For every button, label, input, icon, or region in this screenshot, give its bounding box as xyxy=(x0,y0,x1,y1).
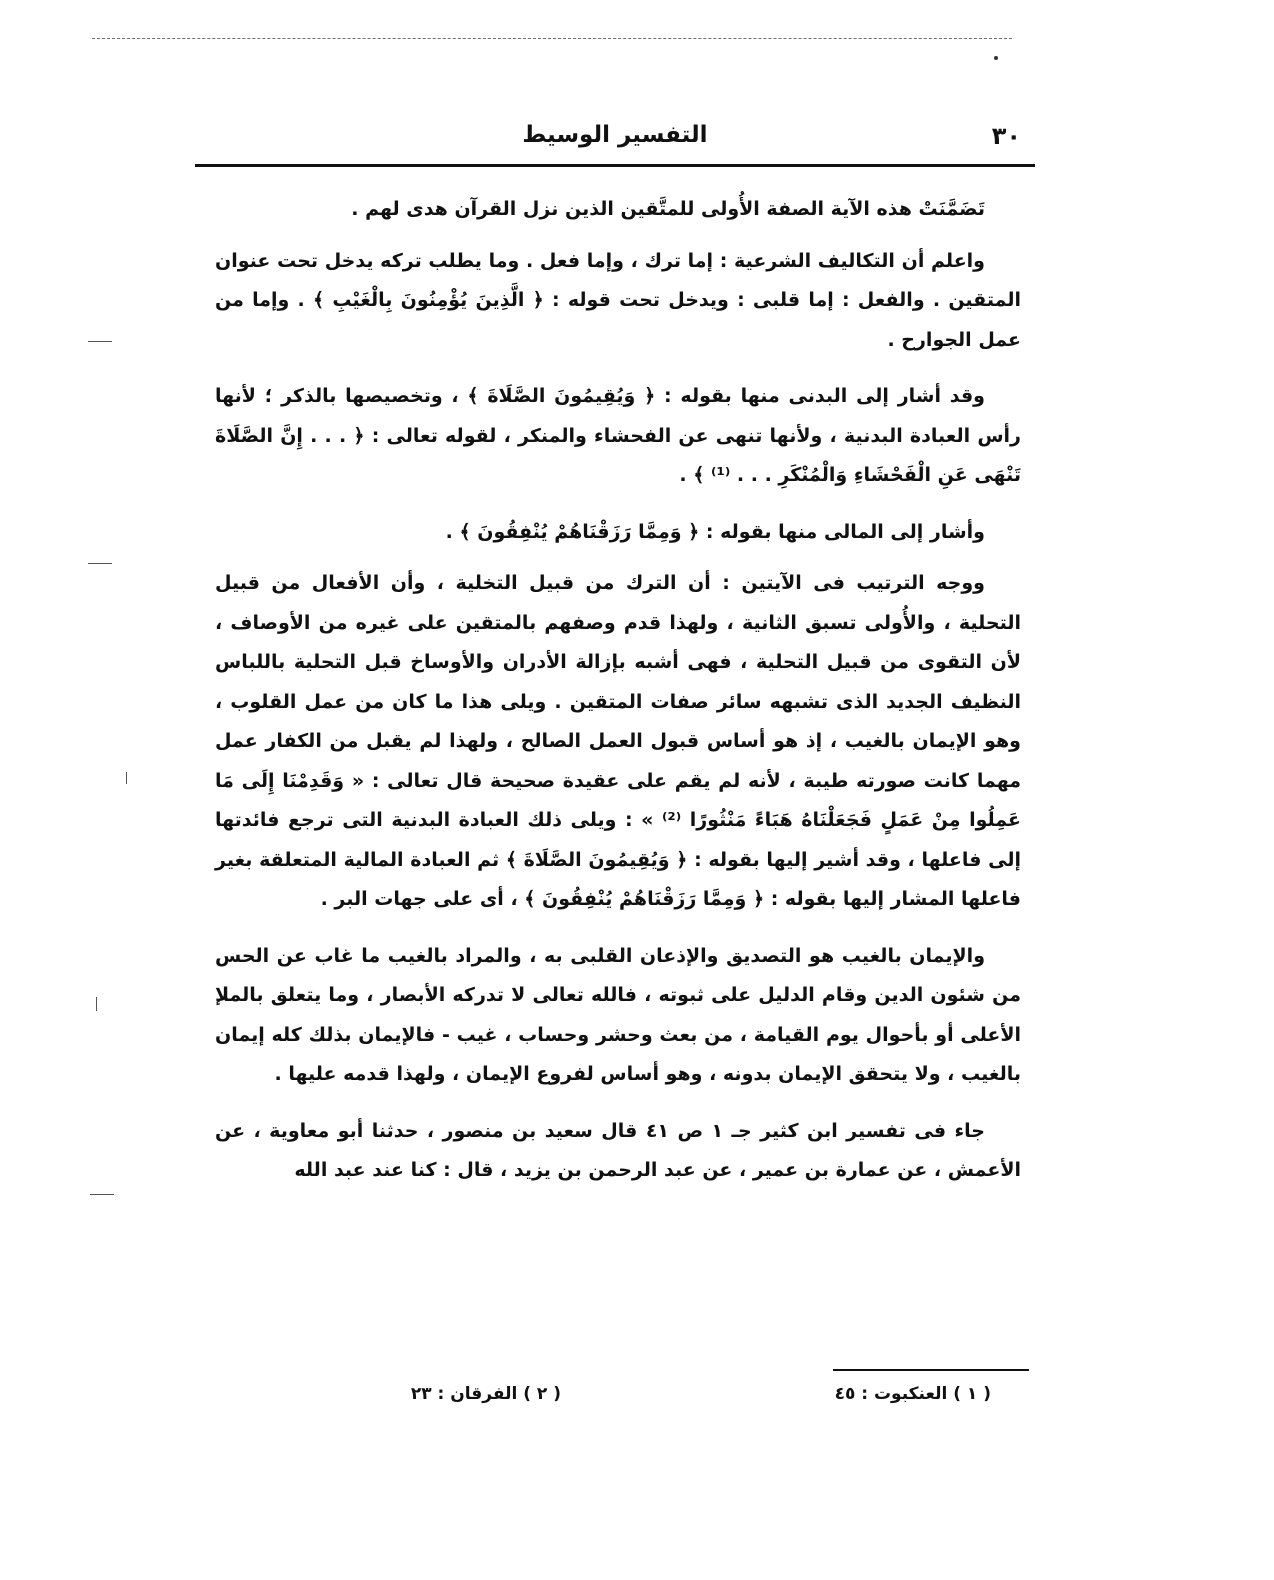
scan-top-dashed-line xyxy=(92,38,1012,39)
footnote: ( ١ ) العنكبوت : ٤٥ xyxy=(834,1384,991,1404)
footnote: ( ٢ ) الفرقان : ٢٣ xyxy=(410,1384,561,1404)
footnote-rule xyxy=(833,1369,1029,1371)
paragraph: تَضَمَّنَتْ هذه الآية الصفة الأُولى للمتَّقين الذين نزل القرآن هدى لهم . xyxy=(351,198,985,220)
margin-mark xyxy=(126,772,127,784)
footnotes xyxy=(231,1384,991,1416)
running-title: التفسير الوسيط xyxy=(522,122,708,148)
scan-speck xyxy=(994,56,998,60)
page-number: ٣٠ xyxy=(991,122,1021,150)
paragraph: وأشار إلى المالى منها بقوله : ﴿ وَمِمَّا رَزَقْنَاهُمْ يُنْفِقُونَ ﴾ . xyxy=(445,520,985,543)
margin-mark xyxy=(96,997,97,1011)
running-head xyxy=(195,122,1035,162)
margin-mark xyxy=(90,1194,114,1195)
body-text xyxy=(215,190,1021,1208)
paragraph: جاء فى تفسير ابن كثير جـ ١ ص ٤١ قال سعيد بن منصور ، حدثنا أبو معاوية ، عن الأعمش ، عن عمارة بن عمير ، عن عبد الرحمن بن يزيد ، قال : كنا عند عبد الله xyxy=(215,1119,1021,1181)
paragraph: ووجه الترتيب فى الآيتين : أن الترك من قبيل التخلية ، وأن الأفعال من قبيل التحلية ، والأُولى تسبق الثانية ، ولهذا قدم وصفهم بالمتقين على غيره من الأوصاف ، لأن التقوى من قبيل التحلية ، فهى أشبه بإزالة الأدران والأوساخ قبل التحلية باللباس النظيف الجديد الذى تشبهه سائر صفات المتقين . ويلى هذا ما كان من عمل القلوب ، وهو الإيمان بالغيب ، إذ هو أساس قبول العمل الصالح ، ولهذا لم يقبل من الكفار عمل مهما كانت صورته طيبة ، لأنه لم يقم على عقيدة صحيحة قال تعالى : « وَقَدِمْنَا إِلَى مَا عَمِلُوا مِنْ عَمَلٍ فَجَعَلْنَاهُ هَبَاءً مَنْثُورًا ⁽²⁾ » : ويلى ذلك العبادة البدنية التى ترجع فائدتها إلى فاعلها ، وقد أشير إليها بقوله : ﴿ وَيُقِيمُونَ الصَّلَاةَ ﴾ ثم العبادة المالية المتعلقة بغير فاعلها المشار إليها بقوله : ﴿ وَمِمَّا رَزَقْنَاهُمْ يُنْفِقُونَ ﴾ ، أى على جهات البر . xyxy=(215,572,1021,910)
paragraph: واعلم أن التكاليف الشرعية : إما ترك ، وإما فعل . وما يطلب تركه يدخل تحت عنوان المتقين . والفعل : إما قلبى : ويدخل تحت قوله : ﴿ الَّذِينَ يُؤْمِنُونَ بِالْغَيْبِ ﴾ . وإما من عمل الجوارح . xyxy=(215,249,1021,351)
paragraph: والإيمان بالغيب هو التصديق والإذعان القلبى به ، والمراد بالغيب ما غاب عن الحس من شئون الدين وقام الدليل على ثبوته ، فالله تعالى لا تدركه الأبصار ، وما يتعلق بالملإ الأعلى أو بأحوال يوم القيامة ، من بعث وحشر وحساب ، غيب - فالإيمان بذلك كله إيمان بالغيب ، ولا يتحقق الإيمان بدونه ، وهو أساس لفروع الإيمان ، ولهذا قدمه عليها . xyxy=(215,944,1021,1085)
header-rule xyxy=(195,164,1035,167)
margin-mark xyxy=(88,563,112,564)
paragraph: وقد أشار إلى البدنى منها بقوله : ﴿ وَيُقِيمُونَ الصَّلَاةَ ﴾ ، وتخصيصها بالذكر ؛ لأنها رأس العبادة البدنية ، ولأنها تنهى عن الفحشاء والمنكر ، لقوله تعالى : ﴿ . . . إِنَّ الصَّلَاةَ تَنْهَى عَنِ الْفَحْشَاءِ وَالْمُنْكَرِ . . . ⁽¹⁾ ﴾ . xyxy=(215,385,1021,486)
margin-mark xyxy=(88,341,112,342)
book-page xyxy=(195,112,1035,1442)
